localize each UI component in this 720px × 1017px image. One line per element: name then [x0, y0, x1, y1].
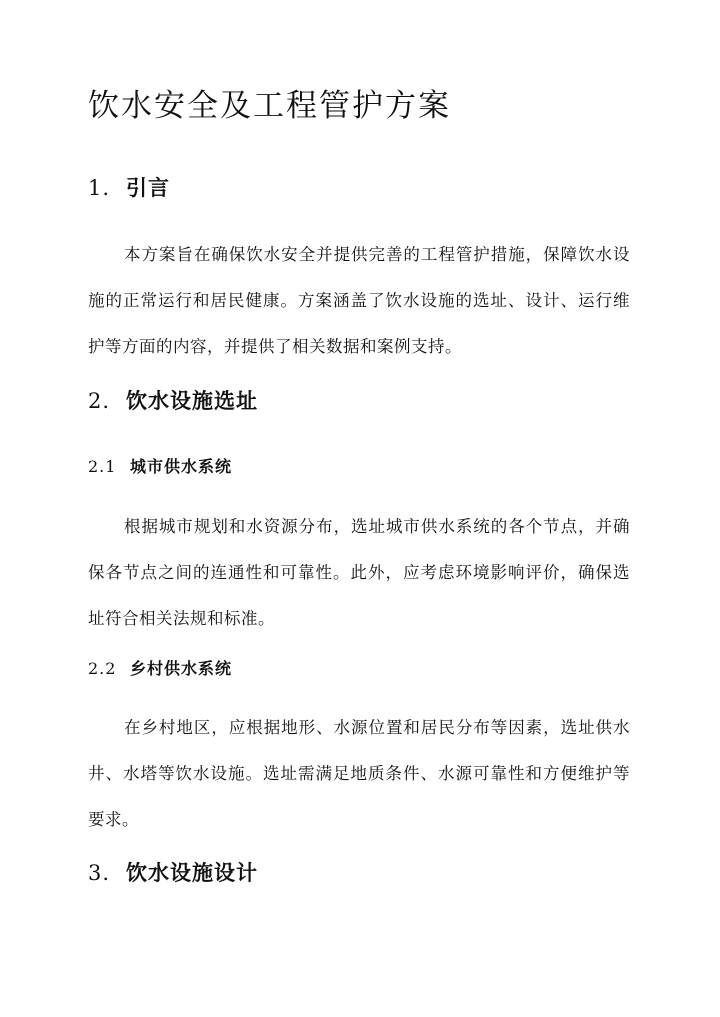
- section-3-number: 3.: [88, 861, 111, 885]
- section-3-title: 饮水设施设计: [126, 860, 258, 885]
- section-2-1-paragraph: 根据城市规划和水资源分布，选址城市供水系统的各个节点，并确保各节点之间的连通性和可靠性。此外，应考虑环境影响评价，确保选址符合相关法规和标准。: [88, 517, 630, 628]
- section-1-number: 1.: [88, 176, 111, 200]
- section-2-2-title: 乡村供水系统: [130, 659, 233, 678]
- section-1-heading: [88, 173, 170, 203]
- section-2-2-paragraph: 在乡村地区，应根据地形、水源位置和居民分布等因素，选址供水井、水塔等饮水设施。选址需满足地质条件、水源可靠性和方便维护等要求。: [88, 718, 630, 829]
- document-title: 饮水安全及工程管护方案: [88, 88, 451, 124]
- section-2-title: 饮水设施选址: [126, 388, 258, 413]
- section-1-title: 引言: [126, 175, 170, 200]
- section-2-1-title: 城市供水系统: [130, 457, 233, 476]
- section-3-heading: [88, 858, 258, 888]
- section-2-number: 2.: [88, 389, 111, 413]
- section-2-1-heading: [88, 455, 232, 479]
- section-2-heading: [88, 386, 258, 416]
- section-1-paragraph: 本方案旨在确保饮水安全并提供完善的工程管护措施，保障饮水设施的正常运行和居民健康。方案涵盖了饮水设施的选址、设计、运行维护等方面的内容，并提供了相关数据和案例支持。: [88, 245, 630, 356]
- section-2-2-number: 2.2: [88, 659, 117, 678]
- section-2-1-number: 2.1: [88, 457, 117, 476]
- section-2-2-heading: [88, 657, 232, 681]
